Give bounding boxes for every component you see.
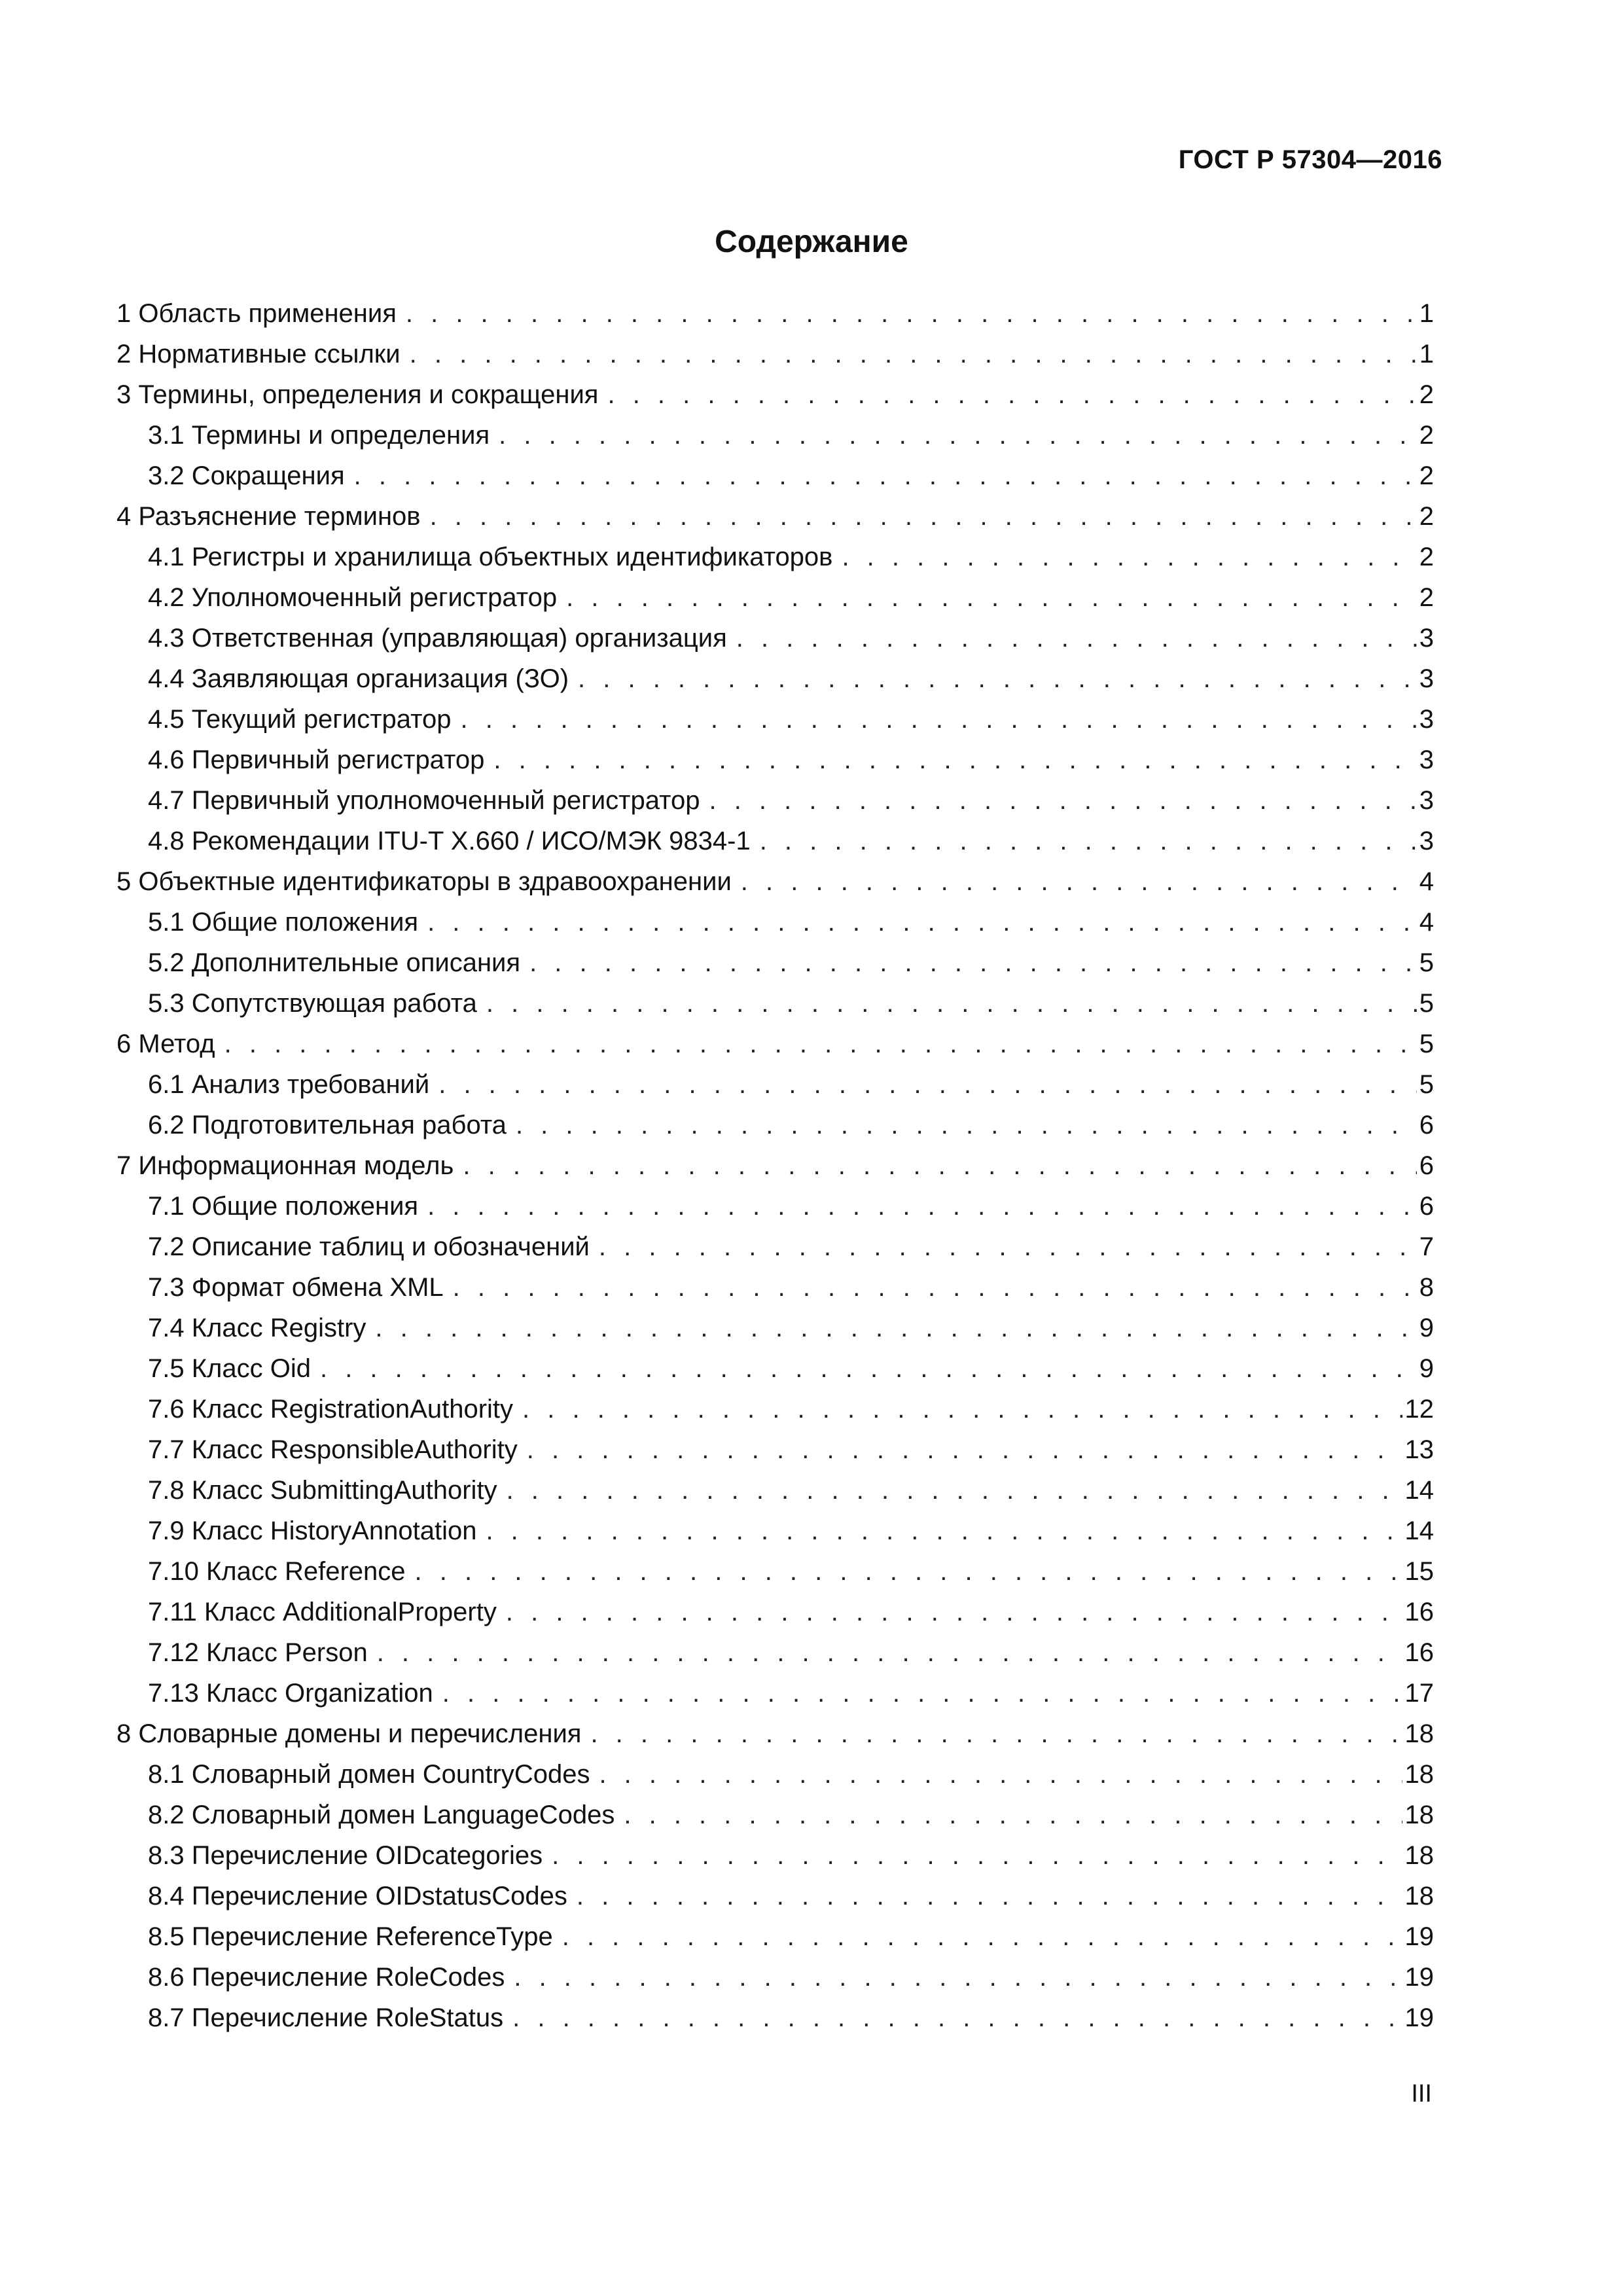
toc-entry[interactable] (116, 861, 1434, 902)
toc-entry-label: 7.9 Класс HistoryAnnotation (148, 1516, 477, 1545)
toc-entry[interactable] (116, 1470, 1434, 1511)
toc-entry-label: 7.10 Класс Reference (148, 1557, 406, 1586)
toc-entry[interactable] (116, 496, 1434, 537)
toc-entry-page-number: 2 (1419, 380, 1434, 409)
toc-dot-leader (506, 1592, 1402, 1632)
toc-entry-label: 4.8 Рекомендации ITU-T X.660 / ИСО/МЭК 9834-1 (148, 827, 751, 855)
toc-dot-leader (577, 1876, 1402, 1916)
toc-entry-label: 8.6 Перечисление RoleCodes (148, 1963, 505, 1992)
toc-entry-page-number: 6 (1419, 1192, 1434, 1221)
toc-entry-label: 8.2 Словарный домен LanguageCodes (148, 1801, 615, 1829)
toc-entry[interactable] (116, 293, 1434, 334)
toc-title: Содержание (715, 224, 908, 259)
toc-dot-leader (415, 1551, 1402, 1592)
toc-dot-leader (427, 902, 1417, 942)
toc-entry-page-number: 2 (1419, 421, 1434, 450)
toc-entry-page-number: 9 (1419, 1354, 1434, 1383)
toc-dot-leader (607, 374, 1416, 415)
toc-entry[interactable] (116, 780, 1434, 821)
toc-dot-leader (406, 293, 1417, 334)
toc-entry[interactable] (116, 1024, 1434, 1064)
toc-dot-leader (507, 1470, 1402, 1511)
toc-entry[interactable] (116, 821, 1434, 861)
toc-entry[interactable] (116, 1592, 1434, 1632)
toc-entry[interactable] (116, 1754, 1434, 1795)
toc-entry[interactable] (116, 1876, 1434, 1916)
toc-dot-leader (377, 1632, 1402, 1673)
toc-entry-page-number: 17 (1404, 1679, 1434, 1708)
toc-entry-page-number: 7 (1419, 1232, 1434, 1261)
toc-entry-label: 7.4 Класс Registry (148, 1314, 366, 1342)
toc-dot-leader (709, 780, 1416, 821)
toc-entry-page-number: 2 (1419, 543, 1434, 571)
toc-entry-label: 8.4 Перечисление OIDstatusCodes (148, 1882, 567, 1910)
toc-entry-page-number: 9 (1419, 1314, 1434, 1342)
toc-entry-label: 3 Термины, определения и сокращения (116, 380, 599, 409)
toc-dot-leader (463, 1145, 1416, 1186)
toc-entry[interactable] (116, 577, 1434, 618)
toc-entry-label: 7.11 Класс AdditionalProperty (148, 1598, 497, 1626)
toc-dot-leader (453, 1267, 1417, 1308)
toc-dot-leader (566, 577, 1417, 618)
toc-entry[interactable] (116, 902, 1434, 942)
toc-entry[interactable] (116, 1267, 1434, 1308)
toc-entry-label: 4.7 Первичный уполномоченный регистратор (148, 786, 700, 815)
toc-dot-leader (430, 496, 1417, 537)
toc-dot-leader (354, 456, 1417, 496)
toc-entry[interactable] (116, 1551, 1434, 1592)
toc-dot-leader (461, 699, 1417, 740)
toc-entry-label: 2 Нормативные ссылки (116, 340, 401, 368)
toc-dot-leader (514, 1957, 1402, 1998)
toc-entry-page-number: 18 (1404, 1841, 1434, 1870)
document-code: ГОСТ Р 57304—2016 (1178, 145, 1442, 174)
toc-entry-page-number: 1 (1419, 299, 1434, 328)
toc-dot-leader (760, 821, 1417, 861)
toc-entry[interactable] (116, 1227, 1434, 1267)
toc-entry-page-number: 12 (1404, 1395, 1434, 1424)
toc-dot-leader (442, 1673, 1402, 1713)
toc-entry-page-number: 3 (1419, 827, 1434, 855)
toc-entry-page-number: 5 (1419, 989, 1434, 1018)
toc-entry[interactable] (116, 374, 1434, 415)
toc-entry[interactable] (116, 1835, 1434, 1876)
toc-entry-page-number: 14 (1404, 1516, 1434, 1545)
toc-entry-page-number: 3 (1419, 624, 1434, 653)
toc-entry-page-number: 1 (1419, 340, 1434, 368)
table-of-contents (116, 293, 1434, 2038)
toc-dot-leader (599, 1754, 1402, 1795)
toc-entry-label: 7.8 Класс SubmittingAuthority (148, 1476, 497, 1505)
toc-entry[interactable] (116, 1308, 1434, 1348)
toc-entry-label: 3.1 Термины и определения (148, 421, 490, 450)
toc-entry-label: 8.5 Перечисление ReferenceType (148, 1922, 553, 1951)
toc-entry-page-number: 5 (1419, 948, 1434, 977)
toc-entry-label: 8.1 Словарный домен CountryCodes (148, 1760, 590, 1789)
toc-entry-page-number: 18 (1404, 1801, 1434, 1829)
toc-entry-page-number: 14 (1404, 1476, 1434, 1505)
toc-entry[interactable] (116, 1998, 1434, 2038)
toc-entry-page-number: 18 (1404, 1719, 1434, 1748)
toc-entry-label: 4.3 Ответственная (управляющая) организация (148, 624, 727, 653)
toc-entry-label: 4.5 Текущий регистратор (148, 705, 452, 734)
toc-entry[interactable] (116, 740, 1434, 780)
toc-entry[interactable] (116, 1713, 1434, 1754)
toc-entry-label: 4.2 Уполномоченный регистратор (148, 583, 558, 612)
toc-entry-label: 3.2 Сокращения (148, 461, 345, 490)
toc-entry[interactable] (116, 1957, 1434, 1998)
toc-entry[interactable] (116, 1632, 1434, 1673)
toc-dot-leader (741, 861, 1417, 902)
toc-dot-leader (552, 1835, 1402, 1876)
toc-entry-label: 5.1 Общие положения (148, 908, 419, 937)
toc-entry-page-number: 16 (1404, 1598, 1434, 1626)
toc-entry-label: 6.1 Анализ требований (148, 1070, 430, 1099)
toc-entry-page-number: 16 (1404, 1638, 1434, 1667)
toc-entry-page-number: 19 (1404, 2003, 1434, 2032)
toc-dot-leader (499, 415, 1417, 456)
toc-entry-label: 5 Объектные идентификаторы в здравоохранении (116, 867, 732, 896)
toc-entry[interactable] (116, 537, 1434, 577)
toc-entry-label: 6.2 Подготовительная работа (148, 1111, 507, 1139)
toc-entry[interactable] (116, 1145, 1434, 1186)
toc-entry-page-number: 3 (1419, 745, 1434, 774)
toc-entry-label: 8 Словарные домены и перечисления (116, 1719, 582, 1748)
toc-entry[interactable] (116, 1105, 1434, 1145)
toc-dot-leader (410, 334, 1417, 374)
toc-entry-label: 7.6 Класс RegistrationAuthority (148, 1395, 514, 1424)
toc-entry-label: 8.3 Перечисление OIDcategories (148, 1841, 543, 1870)
toc-dot-leader (516, 1105, 1417, 1145)
toc-dot-leader (590, 1713, 1402, 1754)
toc-entry-page-number: 3 (1419, 664, 1434, 693)
toc-entry[interactable] (116, 1389, 1434, 1429)
toc-entry-label: 8.7 Перечисление RoleStatus (148, 2003, 504, 2032)
toc-entry-label: 7.13 Класс Organization (148, 1679, 433, 1708)
toc-dot-leader (512, 1998, 1402, 2038)
toc-dot-leader (438, 1064, 1417, 1105)
toc-entry[interactable] (116, 618, 1434, 658)
toc-dot-leader (562, 1916, 1402, 1957)
toc-entry-page-number: 18 (1404, 1760, 1434, 1789)
toc-entry-label: 4.4 Заявляющая организация (ЗО) (148, 664, 569, 693)
toc-entry-page-number: 5 (1419, 1030, 1434, 1058)
toc-entry[interactable] (116, 1673, 1434, 1713)
toc-dot-leader (486, 1511, 1402, 1551)
toc-entry-label: 7.12 Класс Person (148, 1638, 368, 1667)
toc-dot-leader (427, 1186, 1417, 1227)
toc-dot-leader (624, 1795, 1402, 1835)
toc-entry[interactable] (116, 456, 1434, 496)
toc-entry-label: 6 Метод (116, 1030, 215, 1058)
toc-entry[interactable] (116, 1429, 1434, 1470)
toc-dot-leader (842, 537, 1416, 577)
toc-entry[interactable] (116, 415, 1434, 456)
toc-entry-label: 7.1 Общие положения (148, 1192, 419, 1221)
toc-entry-page-number: 19 (1404, 1922, 1434, 1951)
toc-entry[interactable] (116, 942, 1434, 983)
toc-dot-leader (486, 983, 1417, 1024)
toc-dot-leader (529, 942, 1417, 983)
toc-entry-label: 7.2 Описание таблиц и обозначений (148, 1232, 590, 1261)
toc-entry-page-number: 2 (1419, 461, 1434, 490)
toc-entry[interactable] (116, 658, 1434, 699)
toc-entry[interactable] (116, 983, 1434, 1024)
toc-entry[interactable] (116, 1348, 1434, 1389)
toc-dot-leader (224, 1024, 1417, 1064)
toc-entry-page-number: 19 (1404, 1963, 1434, 1992)
toc-entry-page-number: 2 (1419, 502, 1434, 531)
toc-entry-label: 4 Разъяснение терминов (116, 502, 421, 531)
toc-entry[interactable] (116, 1186, 1434, 1227)
toc-dot-leader (599, 1227, 1417, 1267)
toc-dot-leader (493, 740, 1416, 780)
toc-dot-leader (527, 1429, 1402, 1470)
toc-entry-page-number: 4 (1419, 867, 1434, 896)
toc-entry-label: 7.3 Формат обмена XML (148, 1273, 444, 1302)
toc-entry-label: 5.3 Сопутствующая работа (148, 989, 477, 1018)
toc-entry-page-number: 3 (1419, 705, 1434, 734)
toc-entry-label: 4.6 Первичный регистратор (148, 745, 485, 774)
toc-entry-page-number: 6 (1419, 1151, 1434, 1180)
toc-entry-page-number: 18 (1404, 1882, 1434, 1910)
toc-dot-leader (320, 1348, 1417, 1389)
toc-dot-leader (375, 1308, 1416, 1348)
toc-entry-page-number: 3 (1419, 786, 1434, 815)
toc-entry[interactable] (116, 334, 1434, 374)
toc-entry[interactable] (116, 699, 1434, 740)
toc-entry-page-number: 2 (1419, 583, 1434, 612)
toc-entry-label: 7.5 Класс Oid (148, 1354, 311, 1383)
toc-entry-page-number: 13 (1404, 1435, 1434, 1464)
toc-entry-page-number: 8 (1419, 1273, 1434, 1302)
toc-entry-label: 1 Область применения (116, 299, 397, 328)
toc-dot-leader (736, 618, 1417, 658)
toc-entry-label: 7 Информационная модель (116, 1151, 454, 1180)
toc-entry[interactable] (116, 1916, 1434, 1957)
toc-entry-label: 5.2 Дополнительные описания (148, 948, 521, 977)
toc-dot-leader (522, 1389, 1402, 1429)
toc-entry[interactable] (116, 1064, 1434, 1105)
toc-dot-leader (578, 658, 1417, 699)
toc-entry[interactable] (116, 1511, 1434, 1551)
toc-entry-page-number: 6 (1419, 1111, 1434, 1139)
toc-entry-page-number: 4 (1419, 908, 1434, 937)
toc-entry-page-number: 5 (1419, 1070, 1434, 1099)
toc-entry-label: 4.1 Регистры и хранилища объектных идентификаторов (148, 543, 833, 571)
toc-entry[interactable] (116, 1795, 1434, 1835)
toc-entry-page-number: 15 (1404, 1557, 1434, 1586)
page-number: III (1411, 2080, 1432, 2108)
toc-entry-label: 7.7 Класс ResponsibleAuthority (148, 1435, 518, 1464)
